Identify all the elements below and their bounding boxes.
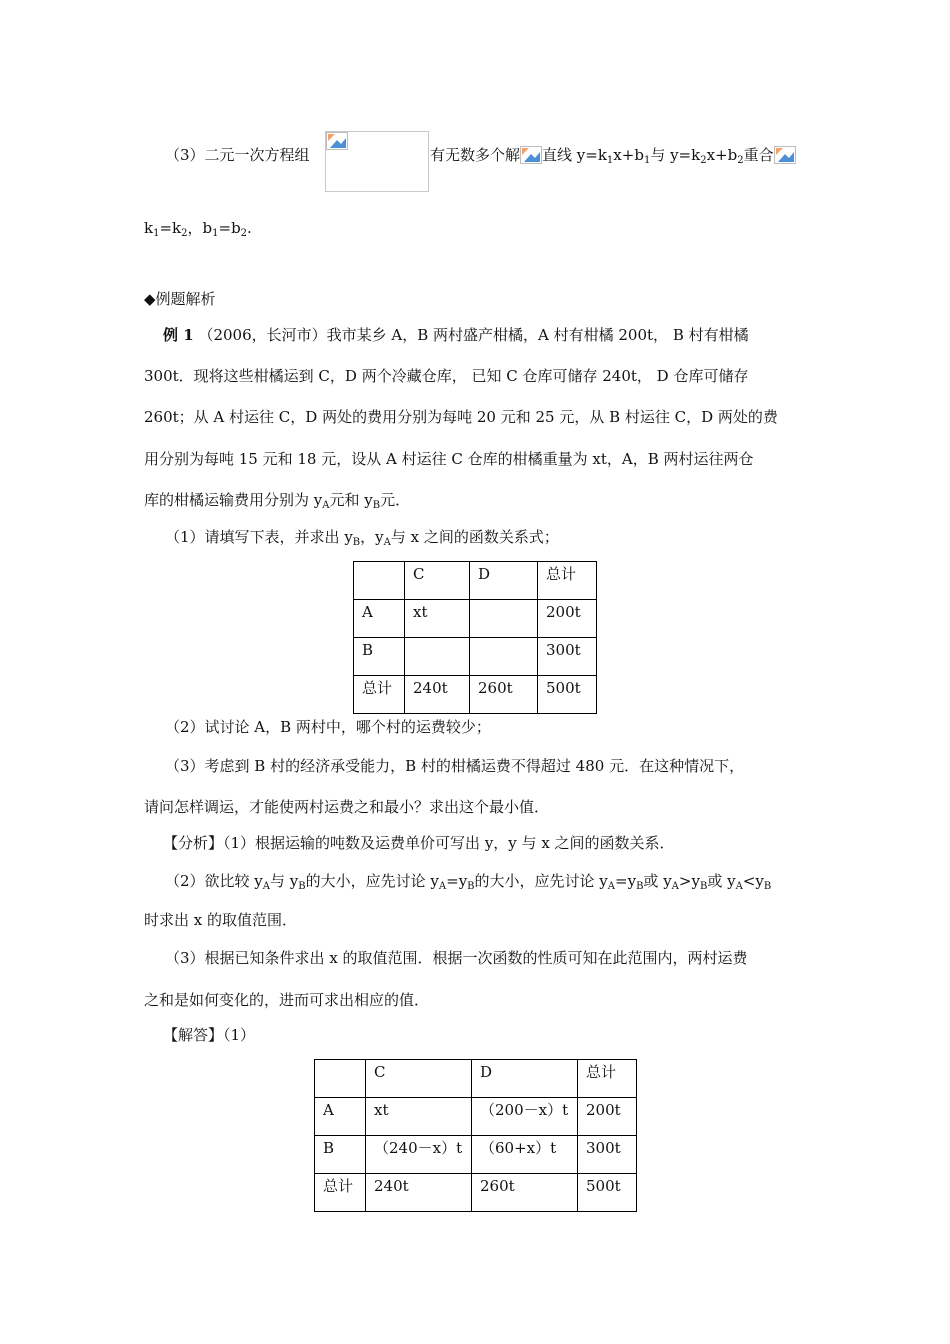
question-2: （2）试讨论 A，B 两村中，哪个村的运费较少； <box>165 718 491 736</box>
subscript: 2 <box>181 228 188 239</box>
broken-image-icon <box>774 146 796 164</box>
analysis-line-1 <box>163 833 675 853</box>
subscript: A <box>607 881 616 892</box>
table-cell <box>405 638 470 676</box>
table-row <box>315 1098 637 1136</box>
subscript: B <box>372 500 381 511</box>
subscript: B <box>699 881 708 892</box>
answer-table <box>314 1059 637 1212</box>
table-cell: 总计 <box>578 1060 637 1098</box>
text: ，b <box>187 219 213 237</box>
text: （1）根据运输的吨数及运费单价可写出 y，y 与 x 之间的函数关系． <box>223 834 675 852</box>
text: （1）请填写下表，并求出 y <box>165 528 353 546</box>
example-line-1 <box>163 325 749 345</box>
example-line-3: 260t；从 A 村运往 C，D 两处的费用分别为每吨 20 元和 25 元，从 B 村运往 C，D 两处的费 <box>144 408 778 426</box>
text: =b <box>218 219 241 237</box>
table-row <box>354 562 597 600</box>
subscript: B <box>763 881 772 892</box>
analysis-line-5: 之和是如何变化的，进而可求出相应的值． <box>144 991 430 1009</box>
table-cell: B <box>315 1136 366 1174</box>
table-cell <box>470 638 538 676</box>
text: 与 x 之间的函数关系式； <box>390 528 559 546</box>
text: 直线 y=k <box>542 146 607 164</box>
text: 或 y <box>707 872 736 890</box>
text: x+b <box>706 146 738 164</box>
table-cell: 240t <box>366 1174 472 1212</box>
question-3-line-1: （3）考虑到 B 村的经济承受能力，B 村的柑橘运费不得超过 480 元．在这种情况下， <box>165 757 745 775</box>
text: x+b <box>613 146 644 164</box>
table-cell: C <box>405 562 470 600</box>
table-cell: 500t <box>538 676 597 714</box>
text: 库的柑橘运输费用分别为 y <box>144 491 323 509</box>
table-cell: 200t <box>538 600 597 638</box>
section-heading: ◆例题解析 <box>144 290 216 308</box>
table-row <box>315 1136 637 1174</box>
table-cell: 总计 <box>354 676 405 714</box>
subscript: 2 <box>240 228 248 239</box>
table-cell: 300t <box>578 1136 637 1174</box>
subscript: 1 <box>212 228 219 239</box>
table-cell: D <box>470 562 538 600</box>
table-cell: 240t <box>405 676 470 714</box>
subscript: 1 <box>643 155 651 166</box>
table-cell: （240－x）t <box>366 1136 472 1174</box>
text: （2006，长河市）我市某乡 A，B 两村盛产柑橘，A 村有柑橘 200t， B 村有柑橘 <box>198 326 749 344</box>
table-cell: 260t <box>472 1174 578 1212</box>
table-cell: 300t <box>538 638 597 676</box>
equation-line-3-rest <box>430 145 796 165</box>
subscript: A <box>322 500 330 511</box>
analysis-line-3: 时求出 x 的取值范围． <box>144 911 297 929</box>
subscript: A <box>438 881 447 892</box>
text: 的大小，应先讨论 y <box>474 872 608 890</box>
text: . <box>247 219 252 237</box>
table-cell: A <box>354 600 405 638</box>
text: （2）欲比较 y <box>165 872 263 890</box>
text: >y <box>678 872 700 890</box>
equation-system-image <box>325 131 429 192</box>
table-cell: 总计 <box>315 1174 366 1212</box>
text: =k <box>159 219 182 237</box>
table-cell: C <box>366 1060 472 1098</box>
text: <y <box>742 872 764 890</box>
subscript: A <box>262 881 271 892</box>
subscript: A <box>671 881 679 892</box>
subscript: 2 <box>737 155 744 166</box>
analysis-label: 【分析】 <box>163 834 224 852</box>
broken-image-icon <box>326 132 348 150</box>
example-line-5 <box>144 490 410 510</box>
analysis-line-4: （3）根据已知条件求出 x 的取值范围．根据一次函数的性质可知在此范围内，两村运费 <box>165 949 748 967</box>
table-cell: 200t <box>578 1098 637 1136</box>
text: 重合 <box>743 146 774 164</box>
text: ，y <box>360 528 384 546</box>
subscript: 1 <box>153 228 160 239</box>
subscript: 1 <box>606 155 614 166</box>
text: 的大小，应先讨论 y <box>305 872 439 890</box>
text: 元． <box>380 491 411 509</box>
table-cell: （60+x）t <box>472 1136 578 1174</box>
text: （1） <box>223 1026 256 1044</box>
text: 有无数多个解 <box>430 146 521 164</box>
table-row <box>354 638 597 676</box>
table-cell <box>470 600 538 638</box>
table-cell: xt <box>366 1098 472 1136</box>
question-1 <box>165 527 559 547</box>
example-label: 例 1 <box>163 326 194 344</box>
table-cell: （200－x）t <box>472 1098 578 1136</box>
subscript: B <box>467 881 475 892</box>
analysis-line-2 <box>165 871 771 891</box>
text: =y <box>615 872 637 890</box>
table-cell: D <box>472 1060 578 1098</box>
example-line-4: 用分别为每吨 15 元和 18 元，设从 A 村运往 C 仓库的柑橘重量为 xt，A，B 两村运往两仓 <box>144 450 754 468</box>
broken-image-icon <box>520 146 542 164</box>
subscript: B <box>352 537 361 548</box>
table-cell: B <box>354 638 405 676</box>
table-row <box>315 1174 637 1212</box>
table-cell: A <box>315 1098 366 1136</box>
table-cell: 260t <box>470 676 538 714</box>
subscript: A <box>383 537 391 548</box>
equation-line-3 <box>165 145 310 165</box>
subscript: A <box>735 881 743 892</box>
text: 元和 y <box>329 491 373 509</box>
table-row <box>354 676 597 714</box>
subscript: B <box>298 881 306 892</box>
text: （3）二元一次方程组 <box>165 146 310 164</box>
text: 或 y <box>643 872 672 890</box>
table-cell: xt <box>405 600 470 638</box>
example-line-2: 300t．现将这些柑橘运到 C，D 两个冷藏仓库， 已知 C 仓库可储存 240t， D 仓库可储存 <box>144 367 749 385</box>
text: 与 y <box>270 872 299 890</box>
subscript: 2 <box>700 155 707 166</box>
table-cell: 总计 <box>538 562 597 600</box>
answer-line <box>163 1025 255 1045</box>
question-3-line-2: 请问怎样调运，才能使两村运费之和最小？求出这个最小值． <box>144 798 550 816</box>
text: k <box>144 219 154 237</box>
subscript: B <box>636 881 644 892</box>
table-cell: 500t <box>578 1174 637 1212</box>
answer-label: 【解答】 <box>163 1026 224 1044</box>
table-cell <box>315 1060 366 1098</box>
text: 与 y=k <box>650 146 701 164</box>
fill-in-table <box>353 561 597 714</box>
condition-line <box>144 218 252 238</box>
table-cell <box>354 562 405 600</box>
text: =y <box>446 872 468 890</box>
table-row <box>315 1060 637 1098</box>
table-row <box>354 600 597 638</box>
